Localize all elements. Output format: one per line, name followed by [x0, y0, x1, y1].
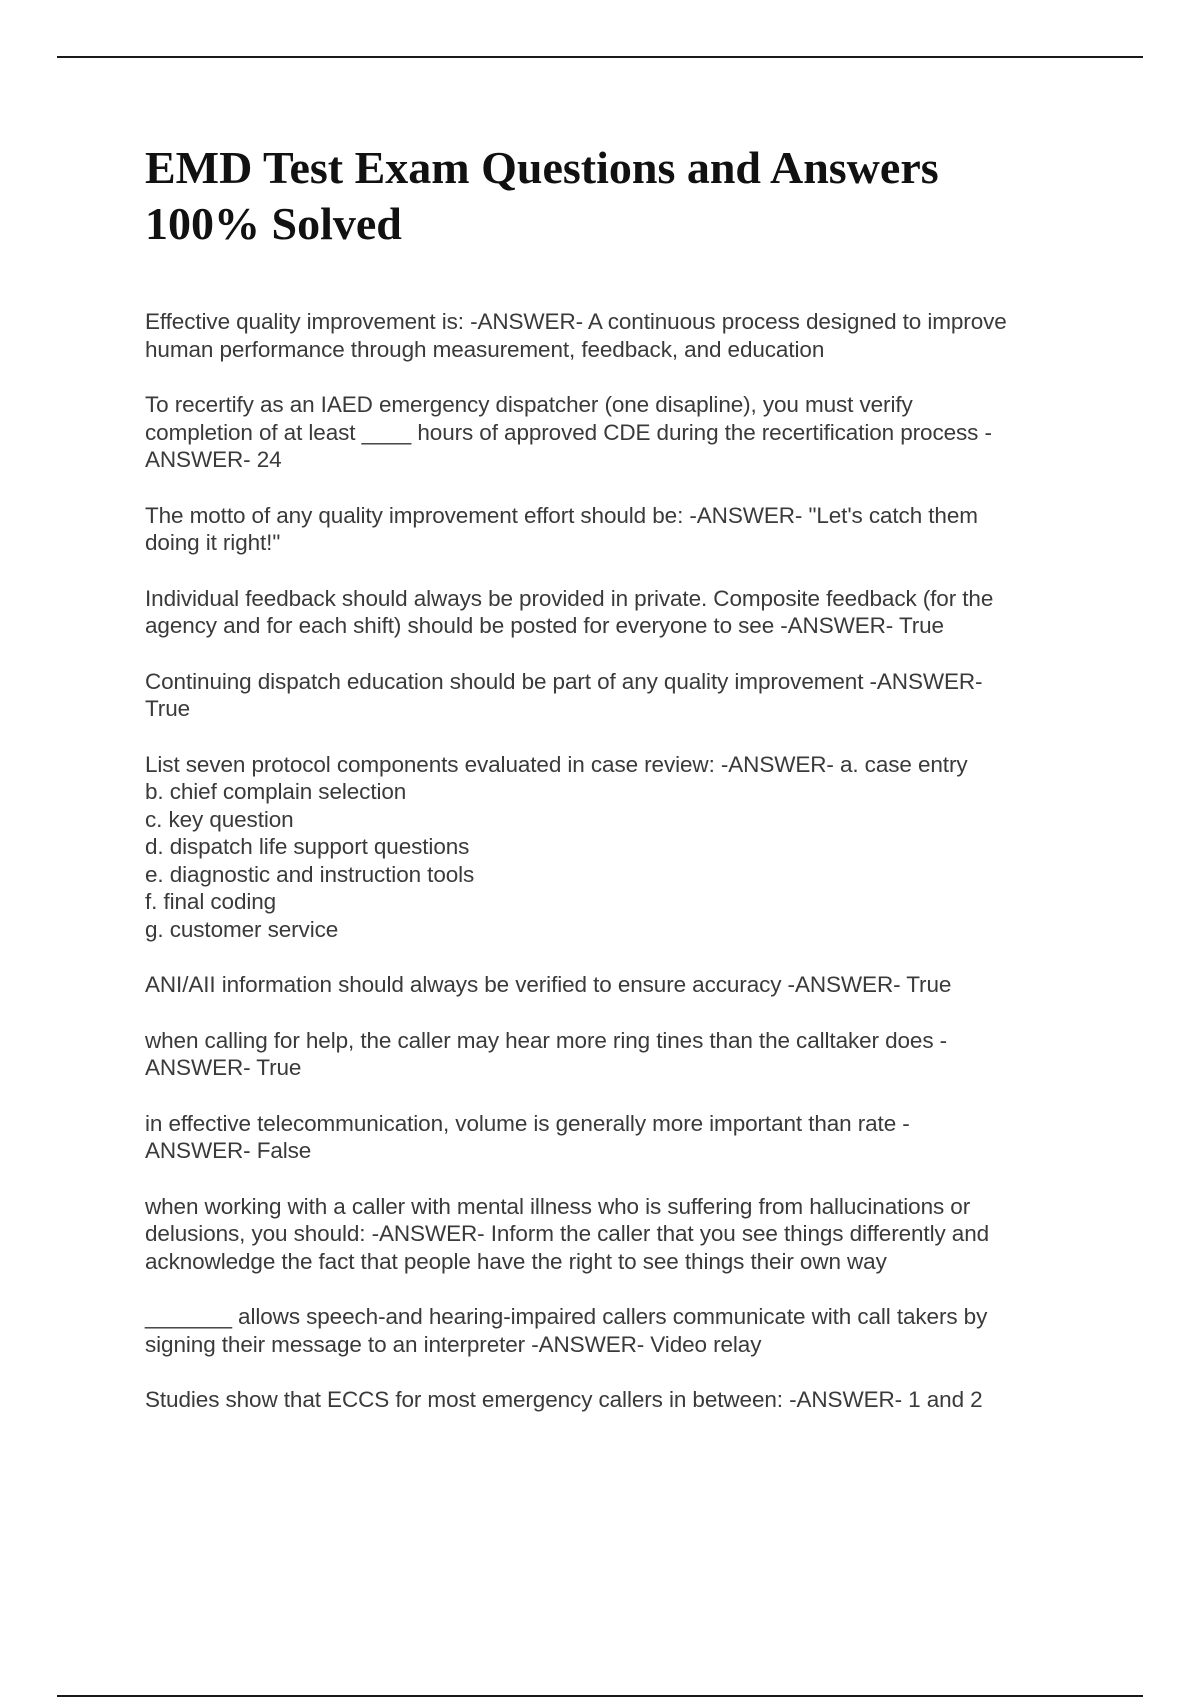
qa-item: To recertify as an IAED emergency dispatcher (one disapline), you must verify completion of at least ____ hours of approved CDE during the recertification process - ANSWER- 24: [145, 392, 992, 472]
qa-item: when calling for help, the caller may hear more ring tines than the calltaker does - ANSWER- True: [145, 1027, 948, 1080]
qa-item: Studies show that ECCS for most emergency callers in between: -ANSWER- 1 and 2: [145, 1387, 983, 1412]
qa-item: in effective telecommunication, volume is generally more important than rate - ANSWER- False: [145, 1110, 910, 1163]
bottom-rule: [57, 1695, 1143, 1697]
qa-item: Continuing dispatch education should be part of any quality improvement -ANSWER- True: [145, 668, 983, 721]
qa-item: Effective quality improvement is: -ANSWER- A continuous process designed to improve human performance through measurement, feedback, and education: [145, 309, 1007, 362]
qa-item: The motto of any quality improvement effort should be: -ANSWER- "Let's catch them doing it right!": [145, 502, 978, 555]
qa-item: ANI/AII information should always be verified to ensure accuracy -ANSWER- True: [145, 972, 952, 997]
qa-item: List seven protocol components evaluated in case review: -ANSWER- a. case entry b. chief complain selection c. key question d. dispatch life support questions e. diagnostic and instruction tools f. final coding g. customer service: [145, 751, 968, 942]
top-rule: [57, 56, 1143, 58]
qa-item: when working with a caller with mental illness who is suffering from hallucinations or delusions, you should: -ANSWER- Inform the caller that you see things differently and acknowledge the fact that people have the right to see things their own way: [145, 1193, 990, 1274]
qa-item: _______ allows speech-and hearing-impaired callers communicate with call takers by signing their message to an interpreter -ANSWER- Video relay: [145, 1304, 988, 1357]
qa-item: Individual feedback should always be provided in private. Composite feedback (for the agency and for each shift) should be posted for everyone to see -ANSWER- True: [145, 585, 994, 638]
document-title: EMD Test Exam Questions and Answers 100% Solved: [145, 142, 939, 249]
document-body: [145, 140, 1085, 1442]
